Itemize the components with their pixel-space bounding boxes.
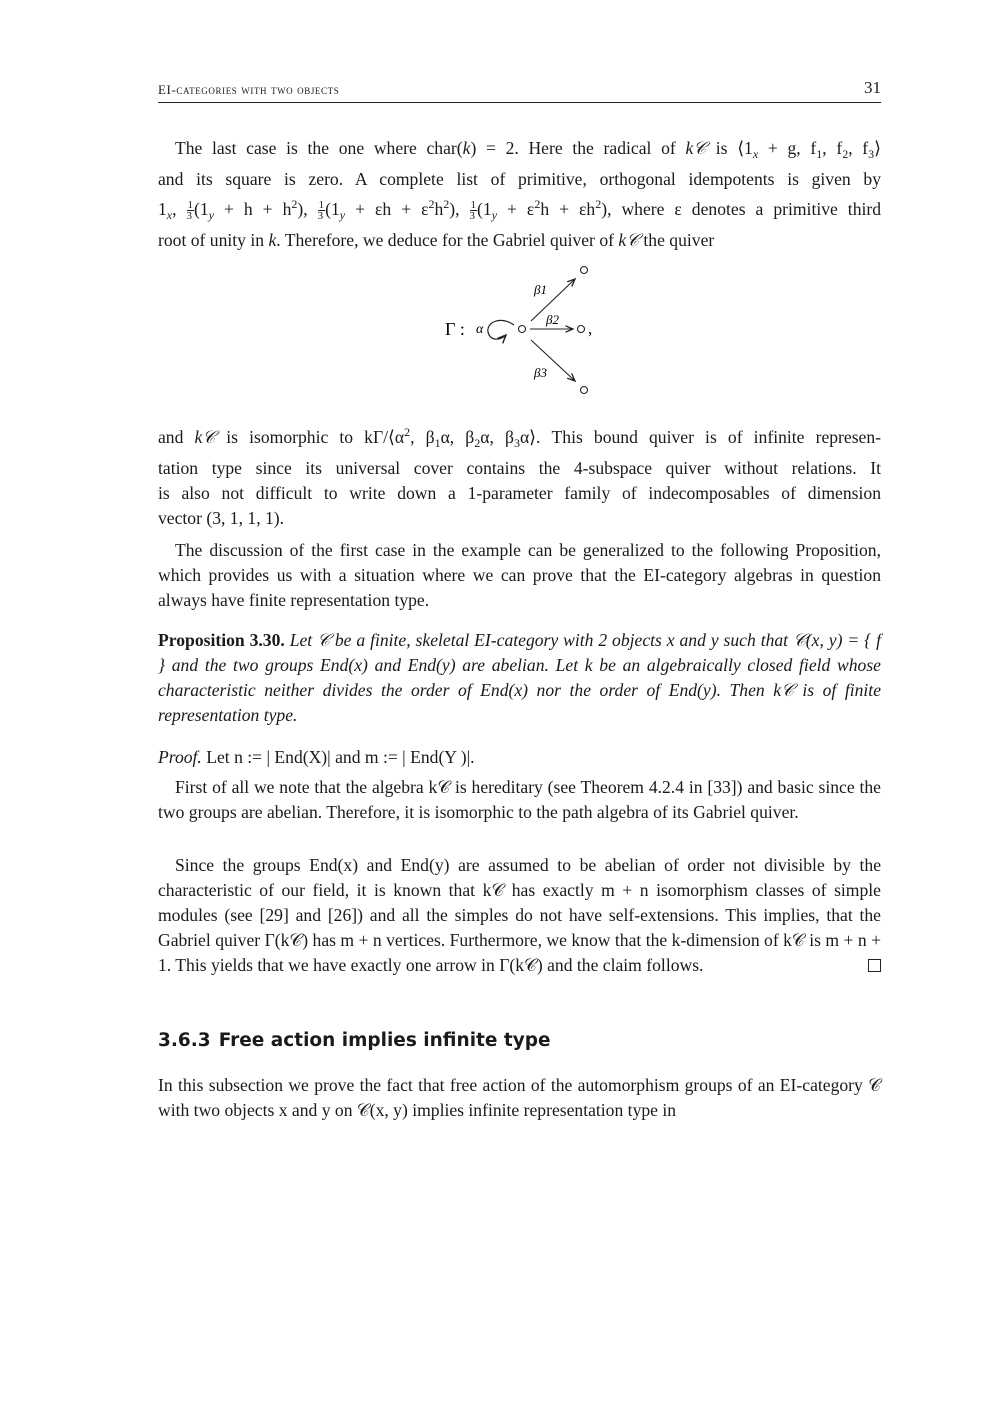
proposition-label: Proposition 3.30. [158, 630, 285, 650]
arrow2-label: β2 [546, 312, 559, 327]
paragraph-generalization: The discussion of the first case in the example can be generalized to the following Proposition, which provides us with a situation where we can prove that the EI-category algebras in question always have finite representation type. [158, 540, 881, 610]
proof-label: Proof. [158, 747, 202, 767]
trailing-comma: , [588, 319, 593, 338]
section-title: Free action implies infinite type [218, 1030, 551, 1051]
vertex-bottom [581, 387, 588, 394]
vertex-center [519, 326, 526, 333]
loop-arrow-alpha [488, 320, 514, 339]
section-number: 3.6.3 [158, 1030, 211, 1051]
qed-symbol [868, 959, 881, 972]
vertex-middle [578, 326, 585, 333]
paragraph-char2: The last case is the one where char(k) = 2. Here the radical of k𝒞 is $⟨1_x + g$, $f_1$, $f_2$, $f_3⟩$ and its square is zero. A complete list of primitive, orthogonal idempotents is given by $1_x$, $\frac{1}{3}$ $(1_y + h + h^2)$, $\frac{1}{3}$ $(1_y + \varepsilon h + \varepsilon^2h^2)$, $\frac{1}{3}$ $(1_y + \varepsilon^2h + \varepsilon h^2)$, where ε denotes a primitive third root of unity in k. Therefore, we deduce for the Gabriel quiver of k𝒞 the quiver [158, 138, 882, 251]
proof-paragraph-1: First of all we note that the algebra k𝒞 is hereditary (see Theorem 4.2.4 in [33]) and basic since the two groups are abelian. Therefore, it is isomorphic to the path algebra of its Gabriel quiver. [158, 777, 881, 822]
proposition-3-30 [158, 628, 881, 728]
proposition-text: Let 𝒞 be a finite, skeletal EI-category with 2 objects x and y such that 𝒞(x, y) = { f } and the two groups End(x) and End(y) are abelian. Let k be an algebraically closed field whose characteristic neither divides the order of End(x) nor the order of End(y). Then k𝒞 is of finite representation type. [158, 630, 881, 725]
paragraph-free-action: In this subsection we prove the fact that free action of the automorphism groups of an EI-category 𝒞 with two objects x and y on 𝒞(x, y) implies infinite representation type in [158, 1075, 881, 1120]
running-header [158, 78, 881, 103]
vertex-top [581, 267, 588, 274]
arrow1-label: β1 [534, 282, 547, 297]
proof-first-line: Proof. Let n := | End(X)| and m := | End(Y )|. [158, 747, 475, 767]
paragraph-bound-quiver: and k𝒞 is isomorphic to $k\Gamma/⟨\alpha^2$, $\beta_1\alpha$, $\beta_2\alpha$, $\beta_3\alpha⟩$. This bound quiver is of infinite represen- tation type since its universal cover contains the 4-subspace quiver without relations. It is also not difficult to write down a 1-parameter family of indecomposables of dimension vector (3, 1, 1, 1). [158, 425, 882, 528]
loop-label: α [476, 322, 484, 337]
page-number: 31 [864, 78, 881, 97]
gabriel-quiver-diagram [430, 255, 630, 405]
section-heading [158, 1030, 551, 1051]
gamma-label: Γ : [445, 319, 465, 339]
proof-paragraph-2: Since the groups End(x) and End(y) are assumed to be abelian of order not divisible by the characteristic of our field, it is known that k𝒞 has exactly m + n isomorphism classes of simple modules (see [29] and [26]) and all the simples do not have self-extensions. This implies, that the Gabriel quiver Γ(k𝒞) has m + n vertices. Furthermore, we know that the k-dimension of k𝒞 is m + n + 1. This yields that we have exactly one arrow in Γ(k𝒞) and the claim follows. [158, 855, 881, 975]
arrow3-label: β3 [534, 365, 547, 380]
header-title: EI-categories with two objects [158, 82, 340, 97]
